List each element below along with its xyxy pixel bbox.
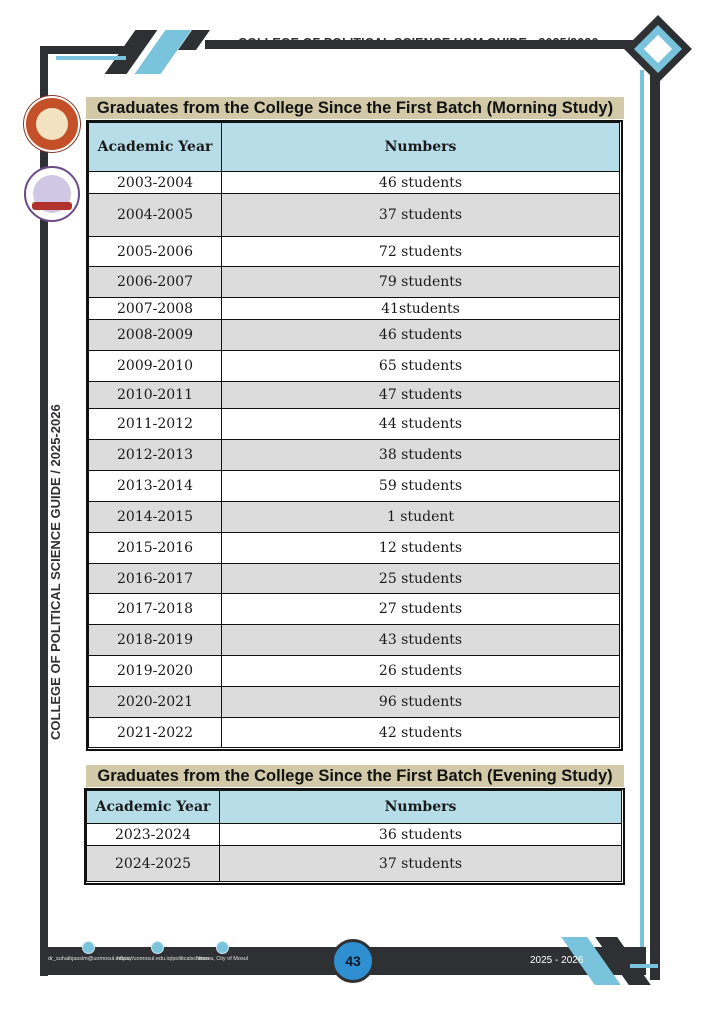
morning-table <box>88 122 620 748</box>
frame-right-bar <box>650 60 660 980</box>
count-cell: 65 students <box>222 351 620 382</box>
year-cell: 2007-2008 <box>89 298 222 320</box>
table-row <box>89 267 620 298</box>
table-row <box>89 440 620 471</box>
year-cell: 2016-2017 <box>89 564 222 594</box>
year-cell: 2020-2021 <box>89 687 222 718</box>
header-title: COLLEGE OF POLITICAL SCIENCE UOM GUIDE - 2025/2026 <box>238 36 599 50</box>
table-row <box>89 533 620 564</box>
morning-col-numbers: Numbers <box>222 123 620 172</box>
evening-table <box>86 790 622 882</box>
footer-location-text: Ninava, City of Mosul <box>196 956 248 962</box>
email-icon <box>82 941 95 954</box>
table-row <box>89 625 620 656</box>
count-cell: 37 students <box>220 846 622 882</box>
count-cell: 42 students <box>222 718 620 748</box>
count-cell: 44 students <box>222 409 620 440</box>
morning-table-body <box>89 172 620 748</box>
university-logo-icon <box>24 96 80 152</box>
globe-icon <box>151 941 164 954</box>
footer-blue-line <box>630 964 658 968</box>
footer-year: 2025 - 2026 <box>530 955 584 966</box>
table-row <box>89 687 620 718</box>
year-cell: 2006-2007 <box>89 267 222 298</box>
year-cell: 2012-2013 <box>89 440 222 471</box>
frame-top-blue-line <box>56 56 126 60</box>
evening-col-year: Academic Year <box>87 791 220 824</box>
count-cell: 36 students <box>220 824 622 846</box>
table-row <box>89 382 620 409</box>
count-cell: 96 students <box>222 687 620 718</box>
count-cell: 38 students <box>222 440 620 471</box>
table-row <box>89 298 620 320</box>
location-pin-icon <box>216 941 229 954</box>
corner-emblem-icon <box>624 15 692 83</box>
year-cell: 2004-2005 <box>89 194 222 237</box>
count-cell: 37 students <box>222 194 620 237</box>
table-row <box>89 564 620 594</box>
count-cell: 59 students <box>222 471 620 502</box>
evening-table-body <box>87 824 622 882</box>
table-row <box>89 656 620 687</box>
college-logo-icon <box>24 166 80 222</box>
count-cell: 43 students <box>222 625 620 656</box>
frame-right-blue-line <box>640 70 644 970</box>
year-cell: 2013-2014 <box>89 471 222 502</box>
morning-col-year: Academic Year <box>89 123 222 172</box>
table-row <box>89 502 620 533</box>
table-row <box>89 237 620 267</box>
year-cell: 2010-2011 <box>89 382 222 409</box>
year-cell: 2014-2015 <box>89 502 222 533</box>
year-cell: 2008-2009 <box>89 320 222 351</box>
table-row <box>89 172 620 194</box>
year-cell: 2018-2019 <box>89 625 222 656</box>
side-title: COLLEGE OF POLITICAL SCIENCE GUIDE / 2025-2026 <box>48 404 63 740</box>
count-cell: 79 students <box>222 267 620 298</box>
evening-col-numbers: Numbers <box>220 791 622 824</box>
morning-section-title: Graduates from the College Since the First Batch (Morning Study) <box>86 97 624 119</box>
count-cell: 27 students <box>222 594 620 625</box>
year-cell: 2021-2022 <box>89 718 222 748</box>
year-cell: 2005-2006 <box>89 237 222 267</box>
year-cell: 2024-2025 <box>87 846 220 882</box>
count-cell: 25 students <box>222 564 620 594</box>
count-cell: 12 students <box>222 533 620 564</box>
table-row <box>89 594 620 625</box>
table-row <box>87 846 622 882</box>
table-row <box>89 718 620 748</box>
footer-email-text: dr_suhaibjassim@uomosul.edu.iq <box>48 956 131 962</box>
evening-section-title: Graduates from the College Since the First Batch (Evening Study) <box>86 765 624 787</box>
year-cell: 2003-2004 <box>89 172 222 194</box>
table-row <box>89 351 620 382</box>
year-cell: 2019-2020 <box>89 656 222 687</box>
year-cell: 2015-2016 <box>89 533 222 564</box>
table-row <box>89 409 620 440</box>
footer-email[interactable] <box>48 941 131 963</box>
footer-location <box>182 941 262 963</box>
year-cell: 2023-2024 <box>87 824 220 846</box>
count-cell: 46 students <box>222 172 620 194</box>
table-row <box>89 320 620 351</box>
count-cell: 47 students <box>222 382 620 409</box>
count-cell: 26 students <box>222 656 620 687</box>
footer-website-text: https://uomosul.edu.iq/politicalscience <box>117 956 210 962</box>
count-cell: 72 students <box>222 237 620 267</box>
year-cell: 2009-2010 <box>89 351 222 382</box>
table-row <box>89 194 620 237</box>
year-cell: 2017-2018 <box>89 594 222 625</box>
count-cell: 1 student <box>222 502 620 533</box>
count-cell: 41students <box>222 298 620 320</box>
page-number: 43 <box>331 939 375 983</box>
table-row <box>87 824 622 846</box>
year-cell: 2011-2012 <box>89 409 222 440</box>
table-row <box>89 471 620 502</box>
count-cell: 46 students <box>222 320 620 351</box>
